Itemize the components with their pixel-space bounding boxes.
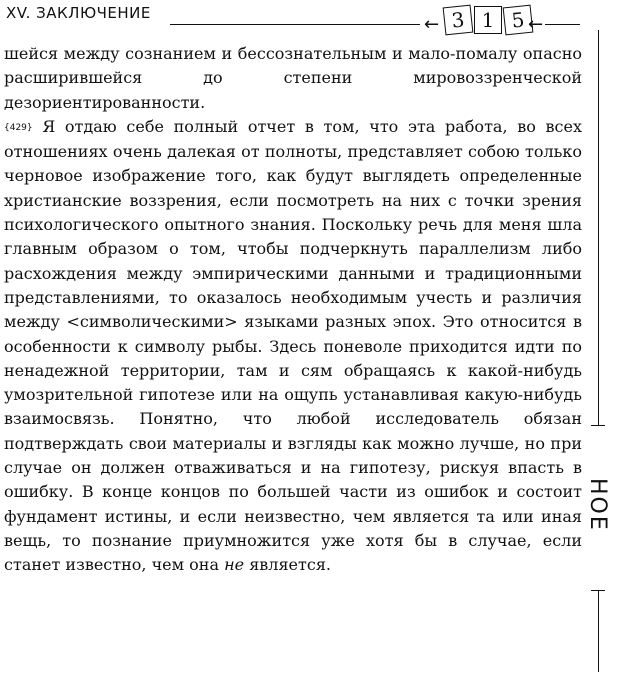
right-arrow-icon: ← xyxy=(528,14,544,35)
header-rule xyxy=(170,24,420,25)
chapter-header: XV. ЗАКЛЮЧЕНИЕ xyxy=(6,4,151,22)
paragraph-text: Я отдаю себе полный отчет в том, что эта работа, во всех отношениях очень далекая от полноты, представляет собою только черновое изображение того, как будут выглядеть определенные христианские воззрения, если посмотреть на них с точки зрения психологического опытного знания. Поскольку речь для меня шла главным образом о том, чтобы подчеркнуть параллелизм либо расхождения между эмпирическими данными и традиционными представлениями, то оказалось необходимым учесть и различия между <символическими> языками разных эпох. Это относится в особенности к символу рыбы. Здесь поневоле приходится идти по ненадежной территории, там и сям обращаясь к какой-нибудь умозрительной гипотезе или на ощупь устанавливая какую-нибудь взаимосвязь. Понятно, что любой исследователь обязан подтверждать свои материалы и взгляды как можно лучше, но при случае он должен отваживаться и на гипотезу, рискуя впасть в ошибку. В конце концов по большей части из ошибок и состоит фундамент истины, и если неизвестно, чем является та или иная вещь, то познание приумножится уже хотя бы в случае, если станет известно, чем она xyxy=(4,116,583,575)
margin-rule-top xyxy=(598,30,599,425)
paragraph-number: {429} xyxy=(4,122,33,133)
margin-tick xyxy=(591,425,605,426)
italic-word: не xyxy=(224,555,245,575)
paragraph xyxy=(4,115,582,578)
paragraph-text-end: является. xyxy=(249,555,332,575)
left-arrow-icon: ← xyxy=(424,14,440,35)
page-digit: 5 xyxy=(503,5,534,36)
page-number xyxy=(444,6,534,34)
body-text xyxy=(4,42,582,578)
header-rule-right xyxy=(545,24,580,25)
page-digit: 1 xyxy=(474,6,502,34)
page-digit: 3 xyxy=(443,5,474,36)
margin-rule-bottom xyxy=(598,590,599,672)
side-mark: НОЕ xyxy=(585,478,610,532)
paragraph: шейся между сознанием и бессознательным и мало-помалу опасно расширившейся до степени мировоззренческой дезориентированности. xyxy=(4,44,582,112)
